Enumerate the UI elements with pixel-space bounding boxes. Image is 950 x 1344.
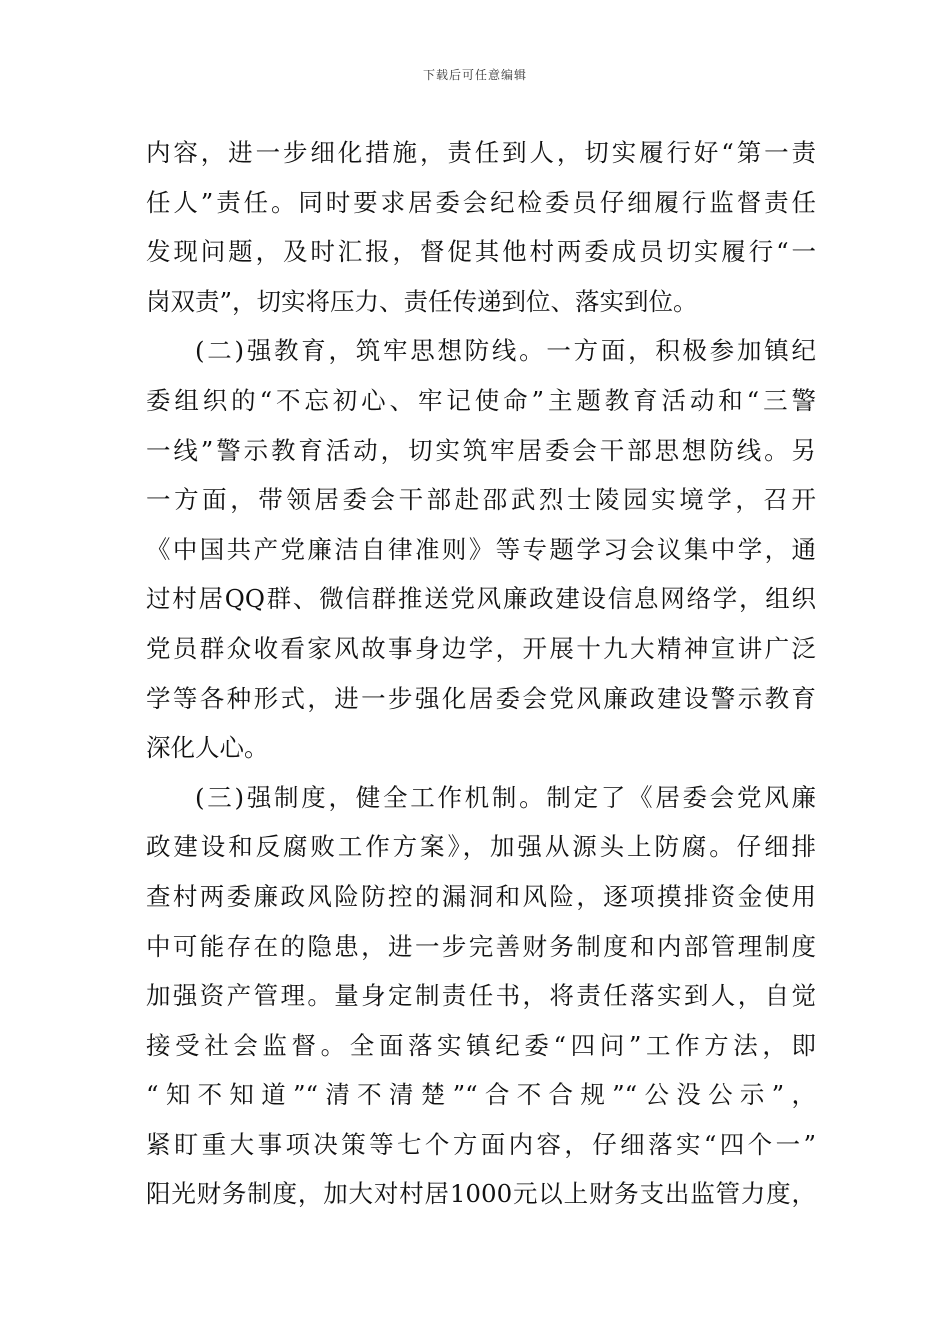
paragraph-3-line-3: 查村两委廉政风险防控的漏洞和风险，逐项摸排资金使用: [146, 881, 816, 911]
paragraph-3-line-9: 阳光财务制度，加大对村居1000元以上财务支出监管力度，: [146, 1179, 816, 1209]
paragraph-1-line-1: 内容，进一步细化措施，责任到人，切实履行好“第一责: [146, 138, 816, 167]
paragraph-2-line-9: 深化人心。: [146, 733, 269, 763]
paragraph-1-line-4: 岗双责”，切实将压力、责任传递到位、落实到位。: [146, 286, 698, 316]
paragraph-3-line-1: (三)强制度，健全工作机制。制定了《居委会党风廉: [195, 782, 816, 812]
paragraph-3-line-6: 接受社会监督。全面落实镇纪委“四问”工作方法，即: [146, 1030, 816, 1060]
paragraph-1-line-2: 任人”责任。同时要求居委会纪检委员仔细履行监督责任: [146, 187, 816, 217]
paragraph-2-line-6: 过村居QQ群、微信群推送党风廉政建设信息网络学，组织: [146, 584, 816, 614]
paragraph-1-line-3: 发现问题，及时汇报，督促其他村两委成员切实履行“一: [146, 237, 816, 267]
paragraph-3-line-8: 紧盯重大事项决策等七个方面内容，仔细落实“四个一”: [146, 1129, 816, 1159]
paragraph-3-line-7: “知不知道”“清不清楚”“合不合规”“公没公示”，: [146, 1080, 816, 1110]
paragraph-2-line-8: 学等各种形式，进一步强化居委会党风廉政建设警示教育: [146, 683, 816, 713]
document-body: [146, 128, 816, 1219]
paragraph-2-line-2: 委组织的“不忘初心、牢记使命”主题教育活动和“三警: [146, 385, 816, 415]
paragraph-3-line-4: 中可能存在的隐患，进一步完善财务制度和内部管理制度: [146, 931, 816, 961]
paragraph-2-line-5: 《中国共产党廉洁自律准则》等专题学习会议集中学，通: [146, 534, 816, 564]
paragraph-2-line-7: 党员群众收看家风故事身边学，开展十九大精神宣讲广泛: [146, 633, 816, 663]
paragraph-2-line-4: 一方面，带领居委会干部赴邵武烈士陵园实境学，召开: [146, 485, 816, 515]
paragraph-3-line-2: 政建设和反腐败工作方案》，加强从源头上防腐。仔细排: [146, 832, 816, 862]
paragraph-2-line-3: 一线”警示教育活动，切实筑牢居委会干部思想防线。另: [146, 435, 816, 465]
page-header: 下载后可任意编辑: [422, 68, 527, 82]
paragraph-2-line-1: (二)强教育，筑牢思想防线。一方面，积极参加镇纪: [195, 336, 816, 366]
paragraph-3-line-5: 加强资产管理。量身定制责任书，将责任落实到人，自觉: [146, 981, 816, 1011]
